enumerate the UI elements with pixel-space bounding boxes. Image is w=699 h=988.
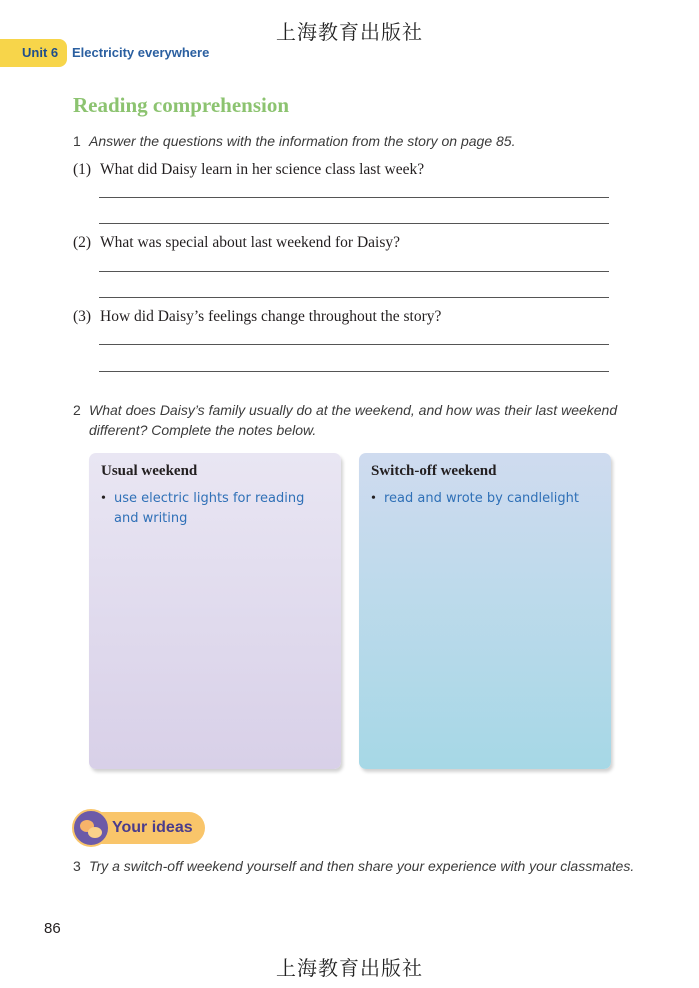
task3-number: 3 [73,858,81,874]
task3-instruction-text: Try a switch-off weekend yourself and then share your experience with your classmates. [89,858,635,874]
task1-number: 1 [73,133,81,149]
answer-line-3b[interactable] [99,371,609,372]
speech-bubbles-icon [72,809,110,847]
question-2 [73,234,400,252]
question-2-number: (2) [73,234,92,251]
task1-instruction [73,133,515,149]
unit-label: Unit 6 [22,45,59,60]
question-2-text: What was special about last weekend for Daisy? [100,234,400,251]
publisher-header: 上海教育出版社 [276,20,423,44]
task1-instruction-text: Answer the questions with the information from the story on page 85. [89,133,516,149]
switch-off-weekend-box[interactable] [359,453,611,769]
question-3-text: How did Daisy’s feelings change throughout the story? [100,308,442,325]
task2-number: 2 [73,402,81,418]
unit-title: Electricity everywhere [72,45,210,60]
page-number: 86 [44,920,61,937]
speech-bubble-right-icon [88,827,102,838]
answer-line-1b[interactable] [99,223,609,224]
question-3-number: (3) [73,308,92,325]
usual-weekend-bullet: • [101,491,106,506]
usual-weekend-note: use electric lights for reading and writing [114,491,305,526]
answer-line-2b[interactable] [99,297,609,298]
answer-line-1a[interactable] [99,197,609,198]
question-1 [73,161,424,179]
question-1-text: What did Daisy learn in her science class last week? [100,161,425,178]
question-1-number: (1) [73,161,92,178]
task2-instruction-line1: What does Daisy’s family usually do at the weekend, and how was their last weekend [89,402,618,418]
section-title: Reading comprehension [73,93,290,117]
usual-weekend-title: Usual weekend [101,463,198,479]
task2-instruction [73,400,617,440]
your-ideas-label: Your ideas [112,819,193,836]
task2-instruction-line2: different? Complete the notes below. [89,422,317,438]
usual-weekend-box[interactable] [89,453,341,769]
answer-line-2a[interactable] [99,271,609,272]
publisher-footer: 上海教育出版社 [276,956,423,980]
switch-off-weekend-title: Switch-off weekend [371,463,497,479]
task3-instruction [73,858,634,874]
question-3 [73,308,441,326]
switch-off-weekend-bullet: • [371,491,376,506]
switch-off-weekend-note: read and wrote by candlelight [384,491,579,506]
answer-line-3a[interactable] [99,344,609,345]
